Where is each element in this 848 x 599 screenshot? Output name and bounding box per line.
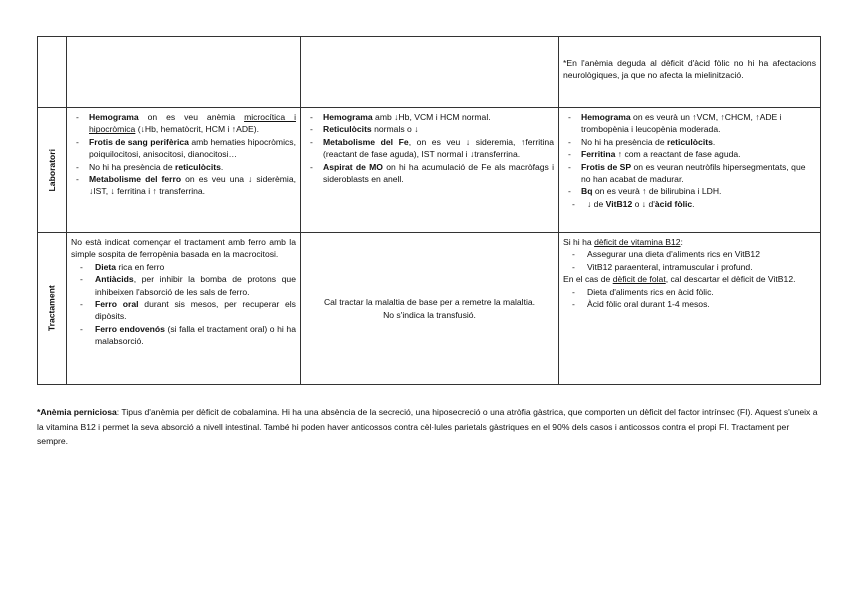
list-item: - Aspirat de MO on hi ha acumulació de Fe als macròfags i sideroblasts en anell. [305, 161, 554, 186]
folic-note: *En l'anèmia deguda al dèficit d'àcid fòlic no hi ha afectacions neurològiques, ja que no afecta la mielinització. [563, 58, 816, 81]
laboratori-row [38, 108, 821, 233]
top-cell-1 [67, 37, 301, 108]
list-item: - Ferro oral durant sis mesos, per recuperar els dipòsits. [71, 298, 296, 323]
list-item: - No hi ha presència de reticulòcits. [71, 161, 296, 173]
lab-ferropenica-cell [67, 108, 301, 233]
list-item: - Hemograma amb ↓Hb, VCM i HCM normal. [305, 111, 554, 123]
list-item: - Hemograma on es veu anèmia microcítica i hipocròmica (↓Hb, hematòcrit, HCM i ↑ADE). [71, 111, 296, 136]
tractament-label-cell [38, 233, 67, 385]
list-item: - Antiàcids, per inhibir la bomba de protons que inhibeixen l'absorció de les sals de ferro. [71, 273, 296, 298]
top-row-label-cell [38, 37, 67, 108]
top-cell-3 [559, 37, 821, 108]
list-item: - Bq on es veurà ↑ de bilirubina i LDH. [563, 185, 816, 197]
tract-megaloblastica-cell [559, 233, 821, 385]
list-item: - Metabolisme del ferro on es veu una ↓ siderèmia, ↓IST, ↓ ferritina i ↑ transferrina. [71, 173, 296, 198]
tractament-label: Tractament [46, 285, 57, 332]
footnote-term: *Anèmia perniciosa [37, 407, 117, 417]
b12-heading: Si hi ha dèficit de vitamina B12: [563, 237, 683, 247]
list-item: - Reticulòcits normals o ↓ [305, 123, 554, 135]
list-item: - Àcid fòlic oral durant 1-4 mesos. [563, 298, 816, 310]
tractament-row [38, 233, 821, 385]
list-item: - ↓ de VitB12 o ↓ d'àcid fòlic. [563, 198, 816, 210]
list-item: - Metabolisme del Fe, on es veu ↓ sideremia, ↑ferritina (reactant de fase aguda), IST normal i ↓transferrina. [305, 136, 554, 161]
laboratori-label-cell [38, 108, 67, 233]
tract-cronica-line2: No s'indica la transfusió. [383, 309, 476, 320]
list-item: - Frotis de sang perifèrica amb hematies hipocròmics, poiquilocitosi, anisocitosi, dianocitosi… [71, 136, 296, 161]
list-item: - Hemograma on es veurà un ↑VCM, ↑CHCM, ↑ADE i trombopènia i leucopènia moderada. [563, 111, 816, 136]
list-item: - Assegurar una dieta d'aliments rics en VitB12 [563, 248, 816, 260]
tract-cronica-cell [301, 233, 559, 385]
list-item: - No hi ha presència de reticulòcits. [563, 136, 816, 148]
list-item: - Ferro endovenós (si falla el tractament oral) o hi ha malabsorció. [71, 323, 296, 348]
tract-intro: No està indicat començar el tractament amb ferro amb la simple sospita de ferropènia basada en la macrocitosi. [71, 237, 296, 260]
lab-megaloblastica-cell [559, 108, 821, 233]
footnote-text: : Tipus d'anèmia per dèficit de cobalamina. Hi ha una absència de la secreció, una hiposecreció o una atròfia gàstrica, que comporten un dèficit del factor intrínsec (FI). Aquest s'uneix a la vitamina B12 i permet la seva absorció a nivell intestinal. També hi poden haver anticossos contra cèl·lules parietals gàstriques en el 90% dels casos i anticossos contra el propi FI. Tractament per sempre. [37, 407, 818, 446]
list-item: - Ferritina ↑ com a reactant de fase aguda. [563, 148, 816, 160]
list-item: - VitB12 paraenteral, intramuscular i profund. [563, 261, 816, 273]
laboratori-label: Laboratori [46, 148, 57, 192]
list-item: - Dieta rica en ferro [71, 261, 296, 273]
list-item: - Frotis de SP on es veuran neutròfils hipersegmentats, que no han acabat de madurar. [563, 161, 816, 186]
lab-cronica-cell [301, 108, 559, 233]
top-row [38, 37, 821, 108]
top-cell-2 [301, 37, 559, 108]
anemia-table [37, 36, 821, 385]
list-item: - Dieta d'aliments rics en àcid fòlic. [563, 286, 816, 298]
tract-cronica-line1: Cal tractar la malaltia de base per a remetre la malaltia. [323, 297, 536, 308]
footnote [37, 405, 820, 449]
folat-heading: En el cas de dèficit de folat, cal descartar el dèficit de VitB12. [563, 274, 796, 285]
tract-ferropenica-cell [67, 233, 301, 385]
